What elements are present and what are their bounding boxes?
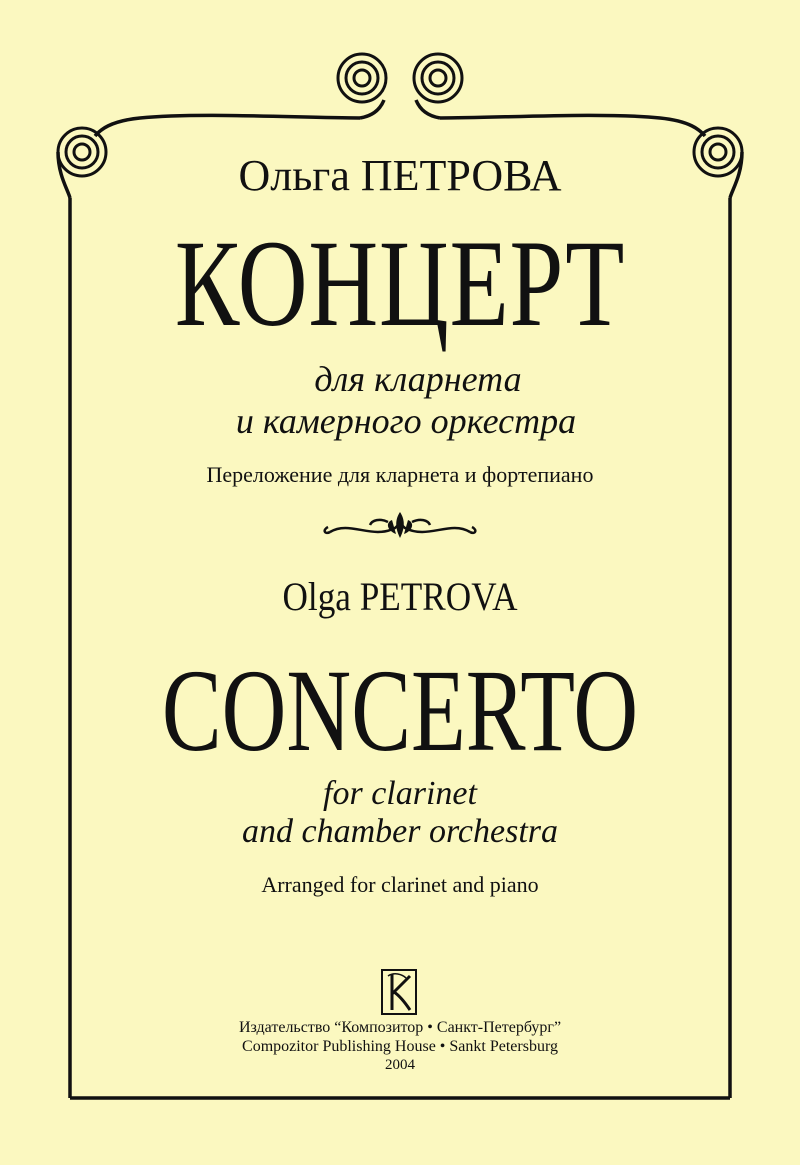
title-ru: КОНЦЕРТ: [174, 215, 626, 352]
title-en: CONCERTO: [161, 645, 639, 776]
publisher-ru: Издательство “Композитор • Санкт-Петербург”: [238, 1019, 562, 1036]
subtitle-en-line2: and chamber orchestra: [241, 813, 559, 850]
publication-year: 2004: [385, 1057, 415, 1073]
author-name-en: Olga PETROVA: [282, 574, 518, 619]
publisher-logo-icon: [380, 968, 418, 1016]
arrangement-ru: Переложение для кларнета и фортепиано: [206, 462, 594, 487]
publisher-en: Compozitor Publishing House • Sankt Petersburg: [242, 1038, 558, 1055]
subtitle-en-line1: for clarinet: [323, 775, 477, 812]
author-name-ru: Ольга ПЕТРОВА: [238, 151, 562, 200]
subtitle-ru-line1: для кларнета: [314, 359, 522, 399]
arrangement-en: Arranged for clarinet and piano: [261, 872, 539, 897]
subtitle-ru-line2: и камерного оркестра: [235, 401, 577, 441]
